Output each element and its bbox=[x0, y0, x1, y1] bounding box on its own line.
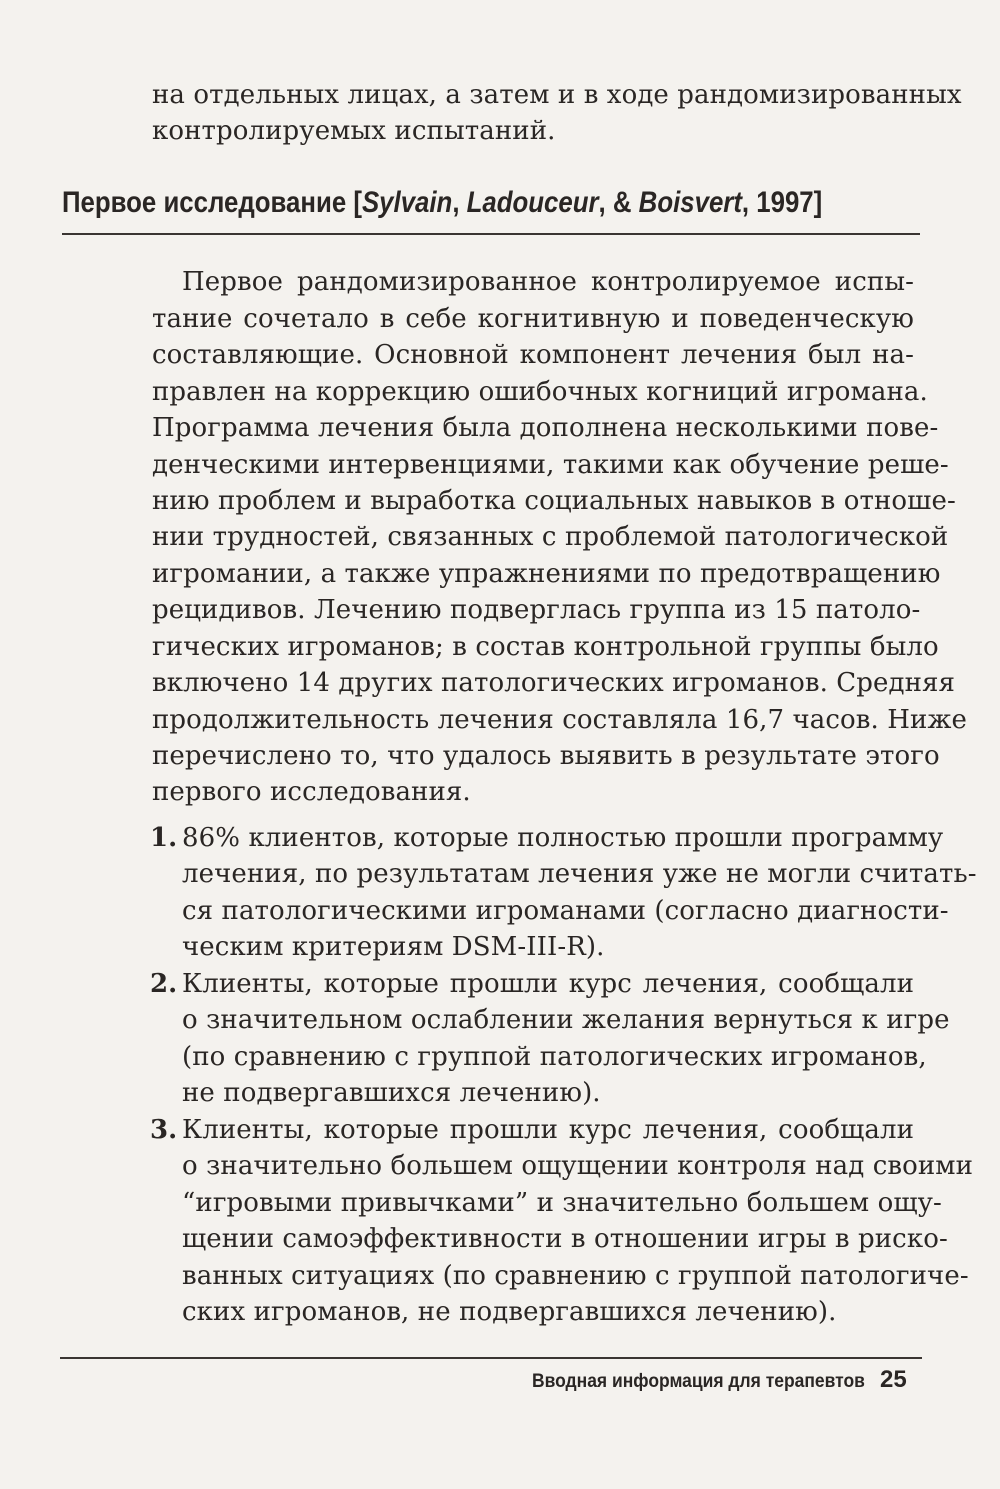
list-item-line: ских игроманов, не подвергавшихся лечению). bbox=[182, 1297, 837, 1327]
list-item-line: “игровыми привычками” и значительно большем ощу- bbox=[182, 1188, 942, 1218]
list-item-line: Клиенты, которые прошли курс лечения, сообщали bbox=[182, 969, 914, 999]
footer-rule bbox=[60, 1357, 922, 1359]
list-item-line: щении самоэффективности в отношении игры в риско- bbox=[182, 1224, 948, 1254]
list-item-line: ся патологическими игроманами (согласно диагности- bbox=[182, 896, 949, 926]
paragraph-line: денческими интервенциями, такими как обучение реше- bbox=[152, 450, 949, 480]
heading-rule bbox=[62, 233, 920, 235]
list-number: 2. bbox=[150, 969, 178, 999]
list-item-line: о значительном ослаблении желания вернуться к игре bbox=[182, 1005, 950, 1035]
paragraph-line: рецидивов. Лечению подверглась группа из 15 патоло- bbox=[152, 595, 921, 625]
page-number: 25 bbox=[880, 1366, 907, 1393]
list-item-line: (по сравнению с группой патологических игроманов, bbox=[182, 1042, 927, 1072]
heading-sep-1: , bbox=[452, 186, 467, 219]
list-number: 3. bbox=[150, 1115, 178, 1145]
list-number: 1. bbox=[150, 823, 178, 853]
list-item-line: ванных ситуациях (по сравнению с группой патологиче- bbox=[182, 1261, 969, 1291]
paragraph-line: Первое рандомизированное контролируемое испы- bbox=[182, 267, 914, 297]
intro-line: на отдельных лицах, а затем и в ходе рандомизированных bbox=[152, 80, 962, 110]
paragraph-line: нию проблем и выработка социальных навыков в отноше- bbox=[152, 486, 956, 516]
running-title: Вводная информация для терапевтов bbox=[532, 1371, 865, 1392]
paragraph-line: игромании, а также упражнениями по предотвращению bbox=[152, 559, 941, 589]
heading-author-2: Ladouceur bbox=[466, 186, 599, 219]
heading-suffix: , 1997] bbox=[741, 186, 823, 219]
paragraph-line: составляющие. Основной компонент лечения был на- bbox=[152, 340, 914, 370]
paragraph-line: включено 14 других патологических игроманов. Средняя bbox=[152, 668, 956, 698]
paragraph-line: первого исследования. bbox=[152, 777, 471, 807]
paragraph-line: перечислено то, что удалось выявить в результате этого bbox=[152, 741, 940, 771]
list-item-line: лечения, по результатам лечения уже не могли считать- bbox=[182, 859, 977, 889]
paragraph-line: тание сочетало в себе когнитивную и поведенческую bbox=[152, 304, 914, 334]
list-item-line: о значительно большем ощущении контроля над своими bbox=[182, 1151, 974, 1181]
list-item-line: 86% клиентов, которые полностью прошли программу bbox=[182, 823, 944, 853]
paragraph-line: продолжительность лечения составляла 16,7 часов. Ниже bbox=[152, 705, 967, 735]
paragraph-line: правлен на коррекцию ошибочных когниций игромана. bbox=[152, 377, 928, 407]
heading-sep-2: , & bbox=[598, 186, 639, 219]
heading-author-3: Boisvert bbox=[638, 186, 742, 219]
heading-prefix: Первое исследование [ bbox=[62, 186, 362, 219]
paragraph-line: гических игроманов; в состав контрольной группы было bbox=[152, 632, 939, 662]
paragraph-line: Программа лечения была дополнена несколькими пове- bbox=[152, 413, 939, 443]
list-item-line: Клиенты, которые прошли курс лечения, сообщали bbox=[182, 1115, 914, 1145]
paragraph-line: нии трудностей, связанных с проблемой патологической bbox=[152, 522, 949, 552]
intro-line: контролируемых испытаний. bbox=[152, 116, 556, 146]
heading-author-1: Sylvain bbox=[361, 186, 453, 219]
list-item-line: ческим критериям DSM-III-R). bbox=[182, 932, 605, 962]
section-heading bbox=[62, 183, 822, 223]
list-item-line: не подвергавшихся лечению). bbox=[182, 1078, 601, 1108]
